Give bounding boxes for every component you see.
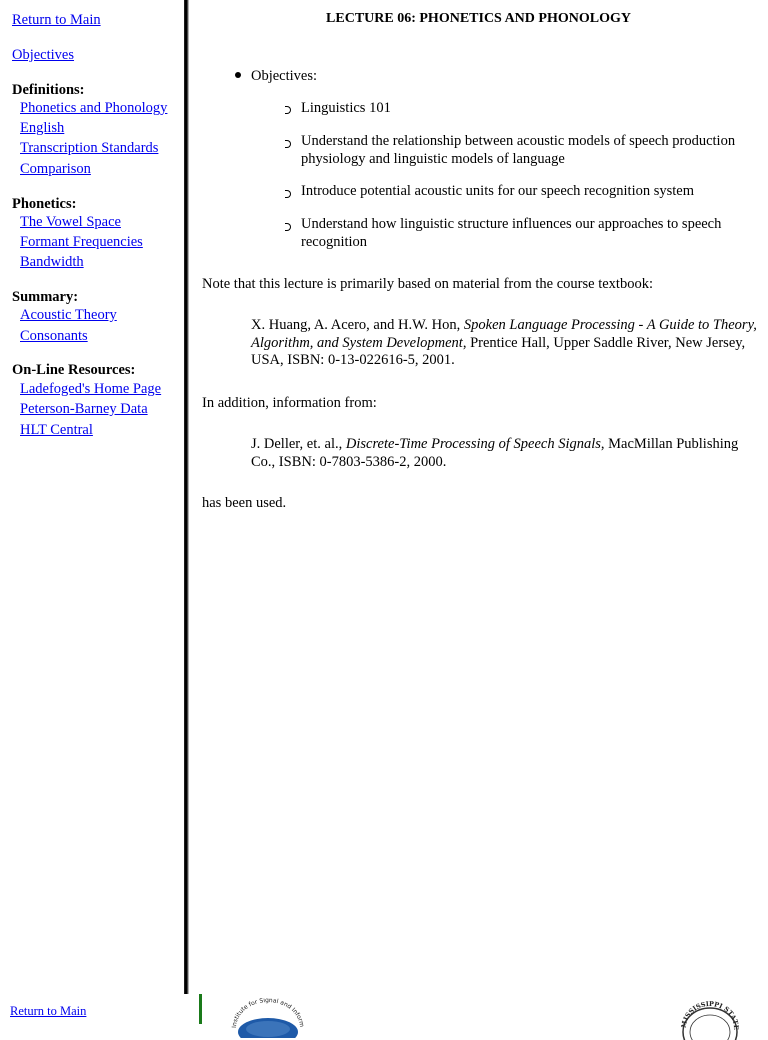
reference-authors: X. Huang, A. Acero, and H.W. Hon, <box>251 317 464 333</box>
nav-link-formant-frequencies[interactable]: Formant Frequencies <box>20 234 143 250</box>
nav-link-consonants[interactable]: Consonants <box>20 328 88 344</box>
footer-return-to-main-link[interactable]: Return to Main <box>10 1004 87 1018</box>
reference-authors: J. Deller, et. al., <box>251 436 346 452</box>
objectives-link[interactable]: Objectives <box>12 47 75 63</box>
content-frame <box>189 0 768 994</box>
addition-note: In addition, information from: <box>202 395 377 411</box>
objectives-label: Objectives: <box>251 68 318 84</box>
bullet-dot-icon <box>235 72 241 78</box>
objective-item: Linguistics 101 <box>301 100 391 116</box>
reference-title: Discrete-Time Processing of Speech Signals <box>345 436 601 452</box>
msu-seal[interactable] <box>680 1000 740 1040</box>
closing-text: has been used. <box>202 495 287 511</box>
nav-link-hlt-central[interactable]: HLT Central <box>20 422 93 438</box>
circle-bullet-icon <box>285 106 291 114</box>
msu-seal-text: MISSISSIPPI STATE <box>680 1000 740 1030</box>
summary-heading: Summary: <box>12 289 79 305</box>
definitions-heading: Definitions: <box>12 82 85 98</box>
objective-item: Introduce potential acoustic units for our speech recognition system <box>301 183 695 199</box>
reference-publisher: , MacMillan Publishing Co., ISBN: 0-7803-5386-2, 2000. <box>251 436 739 470</box>
return-to-main-link[interactable]: Return to Main <box>12 12 101 28</box>
footer-frame <box>0 994 768 1030</box>
page-title: LECTURE 06: PHONETICS AND PHONOLOGY <box>326 11 631 26</box>
phonetics-heading: Phonetics: <box>12 196 77 212</box>
nav-link-ladefoged[interactable]: Ladefoged's Home Page <box>20 381 162 397</box>
nav-link-bandwidth[interactable]: Bandwidth <box>20 254 84 270</box>
reference-title: Spoken Language Processing - A Guide to Theory, Algorithm, and System Development <box>251 317 757 351</box>
nav-link-comparison[interactable]: Comparison <box>20 161 91 177</box>
nav-link-transcription-standards[interactable]: Transcription Standards <box>20 140 159 156</box>
reference-textbook <box>251 317 761 370</box>
nav-link-english[interactable]: English <box>20 120 65 136</box>
nav-link-vowel-space[interactable]: The Vowel Space <box>20 214 121 230</box>
nav-link-acoustic-theory[interactable]: Acoustic Theory <box>20 307 117 323</box>
resources-heading: On-Line Resources: <box>12 362 136 378</box>
objective-item: Understand the relationship between acoustic models of speech production physiology and linguistic models of language <box>301 133 736 167</box>
objective-item: Understand how linguistic structure influences our approaches to speech recognition <box>301 216 722 250</box>
footer-accent-bar <box>199 994 202 1024</box>
circle-bullet-icon <box>285 223 291 231</box>
circle-bullet-icon <box>285 140 291 148</box>
nav-link-peterson-barney[interactable]: Peterson-Barney Data <box>20 401 148 417</box>
nav-link-phonetics-and-phonology[interactable]: Phonetics and Phonology <box>20 100 168 116</box>
textbook-note: Note that this lecture is primarily based on material from the course textbook: <box>202 276 653 292</box>
reference-publisher: , Prentice Hall, Upper Saddle River, New Jersey, USA, ISBN: 0-13-022616-5, 2001. <box>251 334 746 368</box>
circle-bullet-icon <box>285 190 291 198</box>
isip-logo[interactable] <box>230 998 306 1038</box>
nav-frame <box>0 0 184 994</box>
reference-deller <box>251 436 761 471</box>
isip-logo-text: Institute for Signal and Inform <box>230 998 306 1029</box>
